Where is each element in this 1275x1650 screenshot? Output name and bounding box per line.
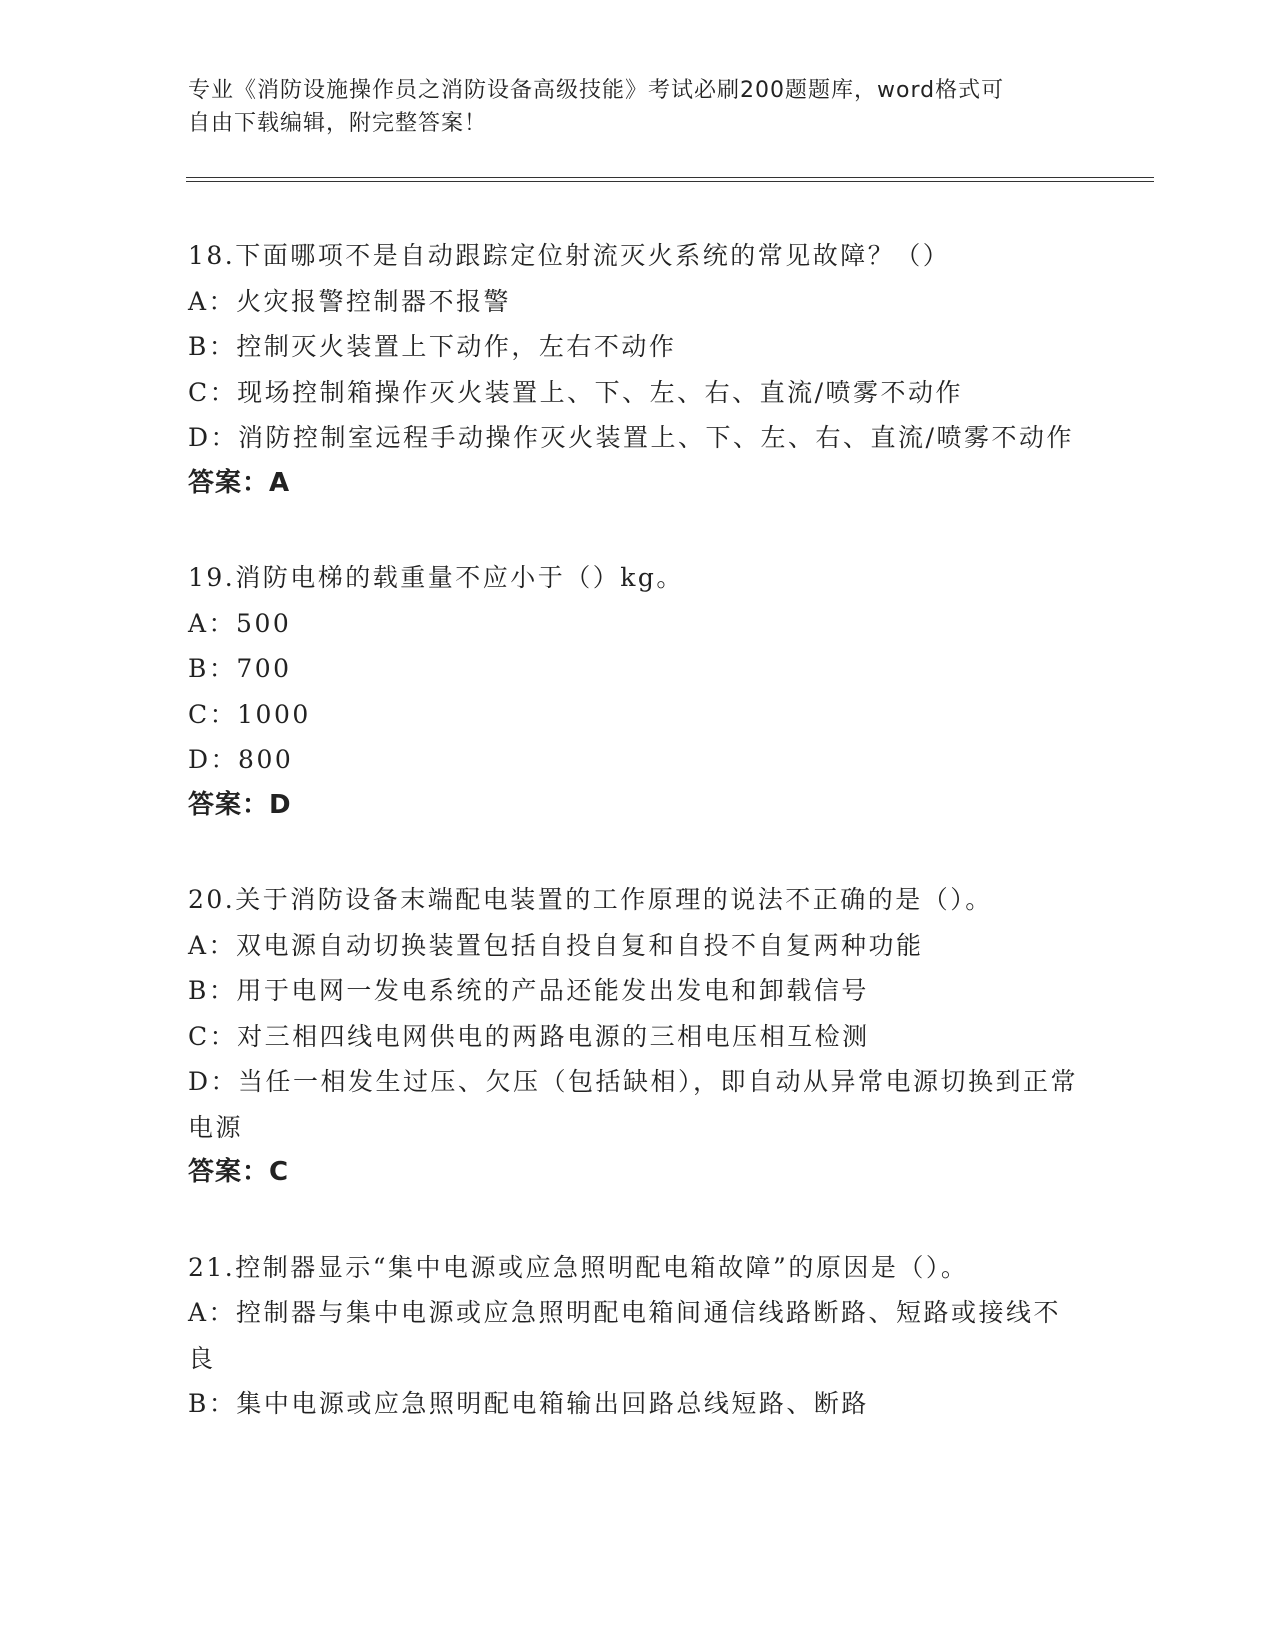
question-stem: 20.关于消防设备末端配电装置的工作原理的说法不正确的是（）。 <box>188 885 993 914</box>
question-21 <box>188 1245 1088 1427</box>
option-b: B：用于电网一发电系统的产品还能发出发电和卸载信号 <box>188 976 869 1005</box>
answer-label: 答案：C <box>188 1157 290 1187</box>
option-b: B：控制灭火装置上下动作，左右不动作 <box>188 332 677 361</box>
option-d: D：消防控制室远程手动操作灭火装置上、下、左、右、直流/喷雾不动作 <box>188 423 1074 452</box>
option-a: A：500 <box>188 608 292 638</box>
option-a: A：火灾报警控制器不报警 <box>188 286 512 316</box>
option-c: C：对三相四线电网供电的两路电源的三相电压相互检测 <box>188 1021 870 1051</box>
option-d: D：当任一相发生过压、欠压（包括缺相），即自动从异常电源切换到正常电源 <box>188 1067 1079 1142</box>
header-divider <box>186 177 1154 182</box>
question-stem: 18.下面哪项不是自动跟踪定位射流灭火系统的常见故障？（） <box>188 241 951 270</box>
question-18 <box>188 233 1088 506</box>
answer-label: 答案：D <box>188 789 292 820</box>
question-20 <box>188 877 1088 1196</box>
option-b: B：700 <box>188 654 292 683</box>
option-c: C：现场控制箱操作灭火装置上、下、左、右、直流/喷雾不动作 <box>188 377 964 407</box>
question-stem: 19.消防电梯的载重量不应小于（）kg。 <box>188 563 684 592</box>
option-c: C：1000 <box>188 699 311 729</box>
question-19 <box>188 555 1088 828</box>
answer-label: 答案：A <box>188 467 291 498</box>
document-header <box>188 74 1088 140</box>
option-a: A：控制器与集中电源或应急照明配电箱间通信线路断路、短路或接线不良 <box>188 1298 1062 1373</box>
header-line-2: 自由下载编辑，附完整答案！ <box>188 111 488 136</box>
question-list <box>188 233 1088 1476</box>
header-line-1: 专业《消防设施操作员之消防设备高级技能》考试必刷200题题库，word格式可 <box>188 78 1005 103</box>
option-d: D：800 <box>188 745 294 774</box>
option-a: A：双电源自动切换装置包括自投自复和自投不自复两种功能 <box>188 930 924 960</box>
question-stem: 21.控制器显示“集中电源或应急照明配电箱故障”的原因是（）。 <box>188 1252 969 1282</box>
option-b: B：集中电源或应急照明配电箱输出回路总线短路、断路 <box>188 1389 869 1418</box>
